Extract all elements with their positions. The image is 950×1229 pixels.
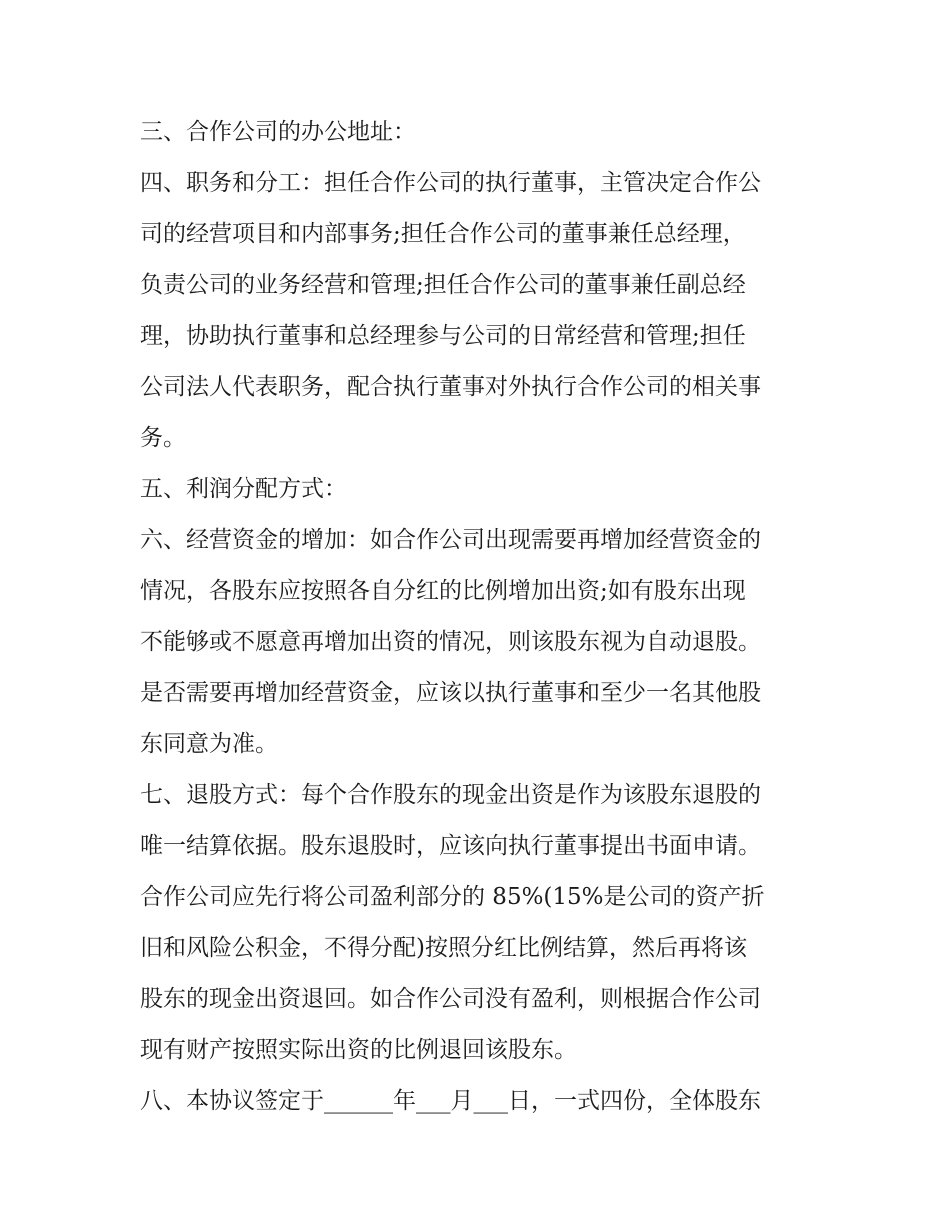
clause-6-line-5: 东同意为准。 (140, 731, 278, 757)
clause-6-line-2: 情况，各股东应按照各自分红的比例增加出资;如有股东出现 (140, 578, 746, 604)
clause-7-line-6: 现有财产按照实际出资的比例退回该股东。 (140, 1037, 577, 1063)
clause-4-line-2: 司的经营项目和内部事务;担任合作公司的董事兼任总经理， (140, 221, 746, 247)
clause-4-line-3: 负责公司的业务经营和管理;担任合作公司的董事兼任副总经 (140, 272, 746, 298)
clause-8-line-1: 八、本协议签定于______年___月___日，一式四份，全体股东 (140, 1088, 761, 1114)
clause-6-line-3: 不能够或不愿意再增加出资的情况，则该股东视为自动退股。 (140, 629, 761, 655)
document-body (140, 107, 820, 1127)
clause-4-line-1: 四、职务和分工：担任合作公司的执行董事，主管决定合作公 (140, 170, 761, 196)
clause-6-line-4: 是否需要再增加经营资金，应该以执行董事和至少一名其他股 (140, 680, 761, 706)
clause-4-line-5: 公司法人代表职务，配合执行董事对外执行合作公司的相关事 (140, 374, 761, 400)
clause-4-line-4: 理，协助执行董事和总经理参与公司的日常经营和管理;担任 (140, 323, 746, 349)
clause-7-line-4: 旧和风险公积金，不得分配)按照分红比例结算，然后再将该 (140, 935, 747, 961)
clause-7-line-3: 合作公司应先行将公司盈利部分的 85%(15%是公司的资产折 (140, 884, 765, 910)
clause-4-line-6: 务。 (140, 425, 186, 451)
clause-7-line-1: 七、退股方式：每个合作股东的现金出资是作为该股东退股的 (140, 782, 761, 808)
clause-5-line-1: 五、利润分配方式： (140, 476, 347, 502)
clause-7-line-5: 股东的现金出资退回。如合作公司没有盈利，则根据合作公司 (140, 986, 761, 1012)
clause-3-line-1: 三、合作公司的办公地址： (140, 119, 416, 145)
clause-7-line-2: 唯一结算依据。股东退股时，应该向执行董事提出书面申请。 (140, 833, 761, 859)
clause-6-line-1: 六、经营资金的增加：如合作公司出现需要再增加经营资金的 (140, 527, 761, 553)
